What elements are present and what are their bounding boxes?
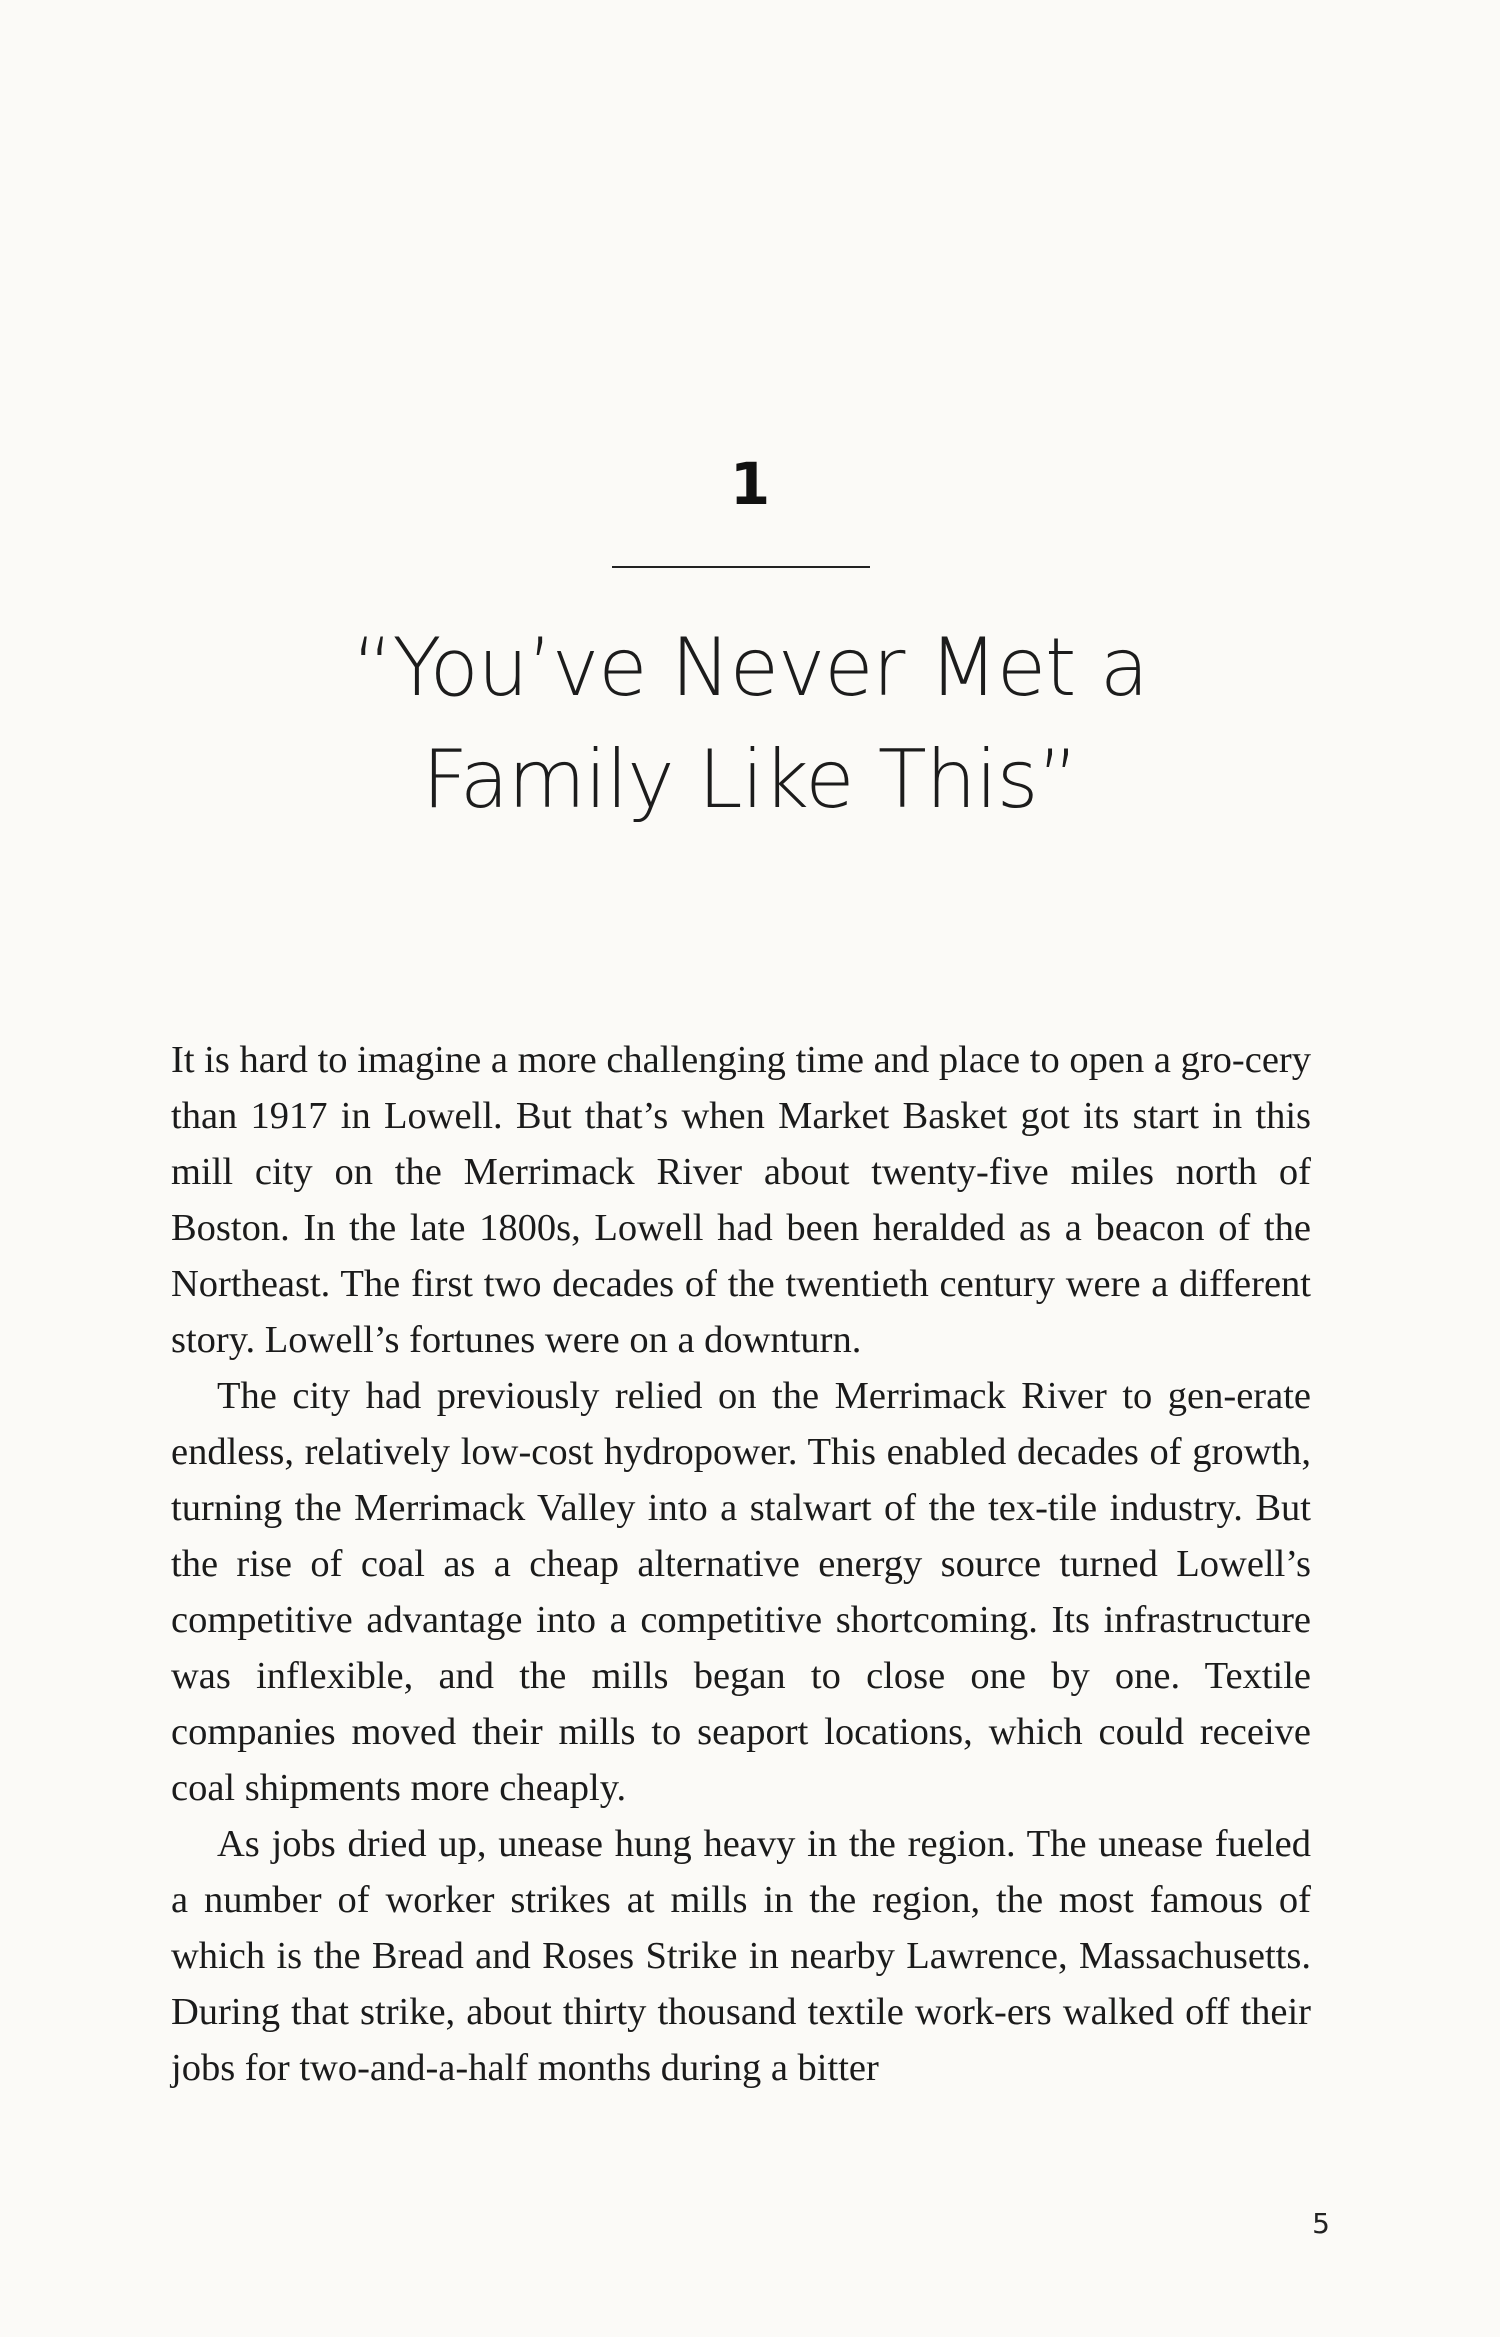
chapter-number: 1 bbox=[729, 450, 771, 518]
body-paragraph-2: The city had previously relied on the Merrimack River to gen-erate endless, relatively low-cost hydropower. This enabled decades of growth, turning the Merrimack Valley into a stalwart of the tex-tile industry. But the rise of coal as a cheap alternative energy source turned Lowell’s competitive advantage into a competitive shortcoming. Its infrastructure was inflexible, and the mills began to close one by one. Textile companies moved their mills to seaport locations, which could receive coal shipments more cheaply. bbox=[171, 1375, 1311, 1809]
body-paragraph-1: It is hard to imagine a more challenging time and place to open a gro-cery than 1917 in Lowell. But that’s when Market Basket got its start in this mill city on the Merrimack River about twenty-five miles north of Boston. In the late 1800s, Lowell had been heralded as a beacon of the Northeast. The first two decades of the twentieth century were a different story. Lowell’s fortunes were on a downturn. bbox=[171, 1039, 1311, 1361]
chapter-title-line-1: “You’ve Never Met a bbox=[352, 621, 1148, 714]
chapter-title-line-2: Family Like This” bbox=[422, 733, 1078, 826]
body-paragraph-3: As jobs dried up, unease hung heavy in the region. The unease fueled a number of worker strikes at mills in the region, the most famous of which is the Bread and Roses Strike in nearby Lawrence, Massachusetts. During that strike, about thirty thousand textile work-ers walked off their jobs for two-and-a-half months during a bitter bbox=[171, 1823, 1311, 2089]
chapter-title bbox=[0, 612, 1500, 836]
page-number: 5 bbox=[1312, 2207, 1330, 2240]
chapter-divider bbox=[612, 566, 870, 568]
chapter-body bbox=[171, 1032, 1311, 2096]
